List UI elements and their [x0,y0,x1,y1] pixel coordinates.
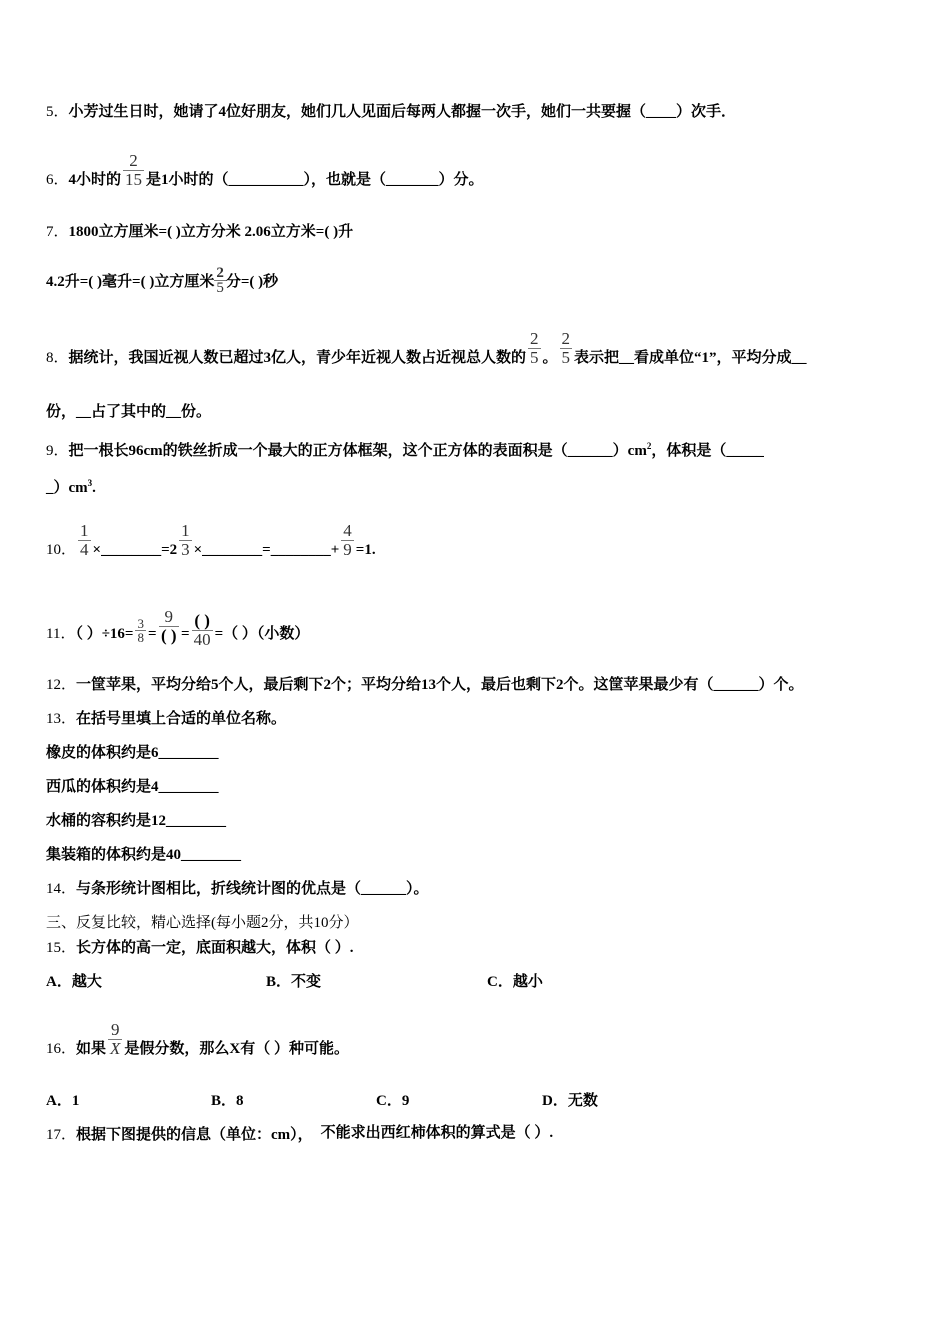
question-13-item-4: 集装箱的体积约是40________ [46,847,242,863]
question-text-1: 根据下图提供的信息（单位：cm）， [76,1127,313,1143]
fraction-blank-40 [192,612,213,649]
numerator: 1 [80,521,89,540]
question-text: 1800立方厘米=( )立方分米 2.06立方米=( )升 [68,224,354,240]
question-13-item-1: 橡皮的体积约是6________ [46,745,219,761]
question-number: 8． [46,349,69,366]
question-text-pre: 4小时的 [68,171,122,188]
q16-option-b: B．8 [211,1093,244,1109]
question-number: 12． [46,677,77,693]
question-segment-3: =1. [355,541,376,558]
question-8-line-1 [46,329,807,367]
question-17 [46,1125,553,1145]
q16-option-a: A．1 [46,1093,80,1109]
question-number: 6． [46,171,69,188]
question-number: 10． [46,541,77,558]
numerator: 4 [343,521,352,540]
question-13-item-3: 水桶的容积约是12________ [46,813,227,829]
denominator: 40 [193,630,211,649]
question-5 [46,102,736,122]
question-segment-2: =（ ）（小数） [214,625,310,642]
question-14 [46,879,429,899]
denominator: 9 [343,540,352,559]
question-text: 一筐苹果，平均分给5个人，最后剩下2个；平均分给13个人，最后也剩下2个。这筐苹果最少有（______）个。 [76,677,804,693]
equals-sign: = [147,625,157,642]
numerator: 2 [123,152,144,171]
question-text-mid: 。 [542,349,558,366]
question-text-b: . [92,480,96,496]
numerator: 9 [159,608,180,627]
question-number: 11． [46,625,76,642]
denominator: 4 [80,540,89,559]
fraction-1-3 [179,522,192,559]
fraction-4-9 [341,522,354,559]
question-number: 16． [46,1040,77,1057]
question-text-pre: 如果 [76,1040,107,1057]
question-15 [46,938,354,958]
question-number: 9． [46,443,69,459]
fraction-1-4 [78,522,91,559]
equals-sign: = [181,625,190,642]
question-text: 长方体的高一定，底面积越大，体积（ ）. [76,940,354,956]
denominator: 5 [216,280,224,296]
question-11 [46,607,310,649]
question-number: 7． [46,224,69,240]
question-10 [46,521,376,559]
question-text-b: ，体积是（_____ [651,443,764,459]
numerator: 1 [181,521,190,540]
question-text-post: 表示把__看成单位“1”，平均分成__ [574,349,807,366]
q16-option-d: D．无数 [542,1093,598,1109]
superscript: 3 [87,478,93,488]
denominator: X [110,1039,121,1058]
question-number: 15． [46,940,77,956]
question-number: 17． [46,1127,77,1143]
q16-option-c: C．9 [376,1093,410,1109]
denominator: 8 [137,630,144,645]
question-text-post: 是1小时的（__________），也就是（_______）分。 [146,171,484,188]
question-number: 5． [46,104,69,120]
question-text: 小芳过生日时，她请了4位好朋友，她们几人见面后每两人都握一次手，她们一共要握（____）次手． [68,104,737,120]
question-number: 14． [46,881,77,897]
numerator: ( ) [192,612,213,631]
question-segment-2: ×________=________+ [193,541,340,558]
question-12 [46,675,804,695]
fraction-9-blank [159,608,180,645]
question-7-line-1 [46,222,353,242]
denominator: 15 [125,170,143,189]
question-16 [46,1020,350,1058]
question-segment-1: ×________=2 [92,541,178,558]
question-9-line-1 [46,436,764,459]
fraction-2-5-a [528,330,541,367]
superscript: 2 [646,441,652,451]
question-8-line-2 [46,402,211,422]
q15-option-a: A．越大 [46,974,102,990]
numerator: 2 [530,329,539,348]
fraction-3-8 [135,617,146,644]
question-13-item-2: 西瓜的体积约是4________ [46,779,219,795]
section-heading: 三、反复比较，精心选择(每小题2分，共10分） [46,915,359,931]
question-9-line-2 [46,473,96,496]
question-13 [46,709,286,729]
denominator: 5 [561,348,571,367]
q15-option-b: B．不变 [266,974,322,990]
question-text-pre: 4.2升=( )毫升=( )立方厘米 [46,273,215,290]
denominator: 3 [181,540,190,559]
question-number: 13． [46,711,77,727]
question-segment-1: （ ）÷16= [75,625,134,642]
question-text: _）cm [46,480,88,496]
question-text-post: 分=( )秒 [225,273,279,290]
question-text-pre: 据统计，我国近视人数已超过3亿人，青少年近视人数占近视总人数的 [68,349,527,366]
fraction-9-x [108,1021,122,1058]
question-text: 份，__占了其中的__份。 [46,404,212,420]
numerator: 3 [137,616,144,631]
denominator: ( ) [161,626,177,645]
question-text: 与条形统计图相比，折线统计图的优点是（______）。 [76,881,429,897]
q15-option-c: C．越小 [487,974,543,990]
fraction-2-15 [123,152,144,189]
question-text-post: 是假分数，那么X有（ ）种可能。 [124,1040,350,1057]
question-6 [46,151,484,189]
question-7-line-2 [46,265,279,296]
question-text: 在括号里填上合适的单位名称。 [76,711,287,727]
denominator: 5 [530,348,539,367]
question-text: 把一根长96cm的铁丝折成一个最大的正方体框架，这个正方体的表面积是（______）cm [68,443,647,459]
fraction-2-5 [214,266,226,295]
question-text-2: 不能求出西红柿体积的算式是（ ）. [320,1125,554,1141]
numerator: 9 [108,1021,122,1040]
fraction-2-5-b [560,330,573,367]
numerator: 2 [216,265,224,281]
numerator: 2 [561,329,571,348]
